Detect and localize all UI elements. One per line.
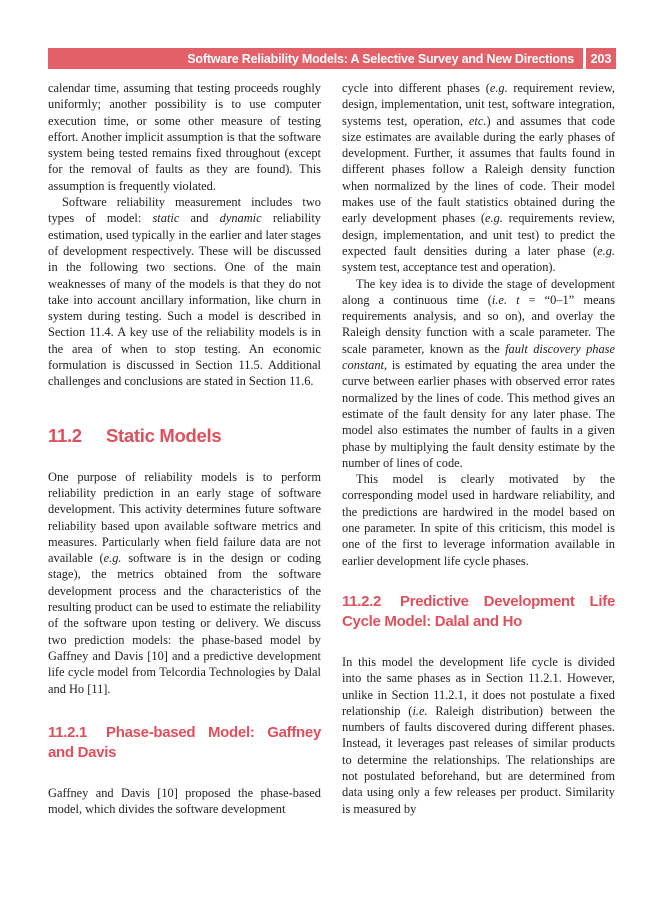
running-header — [48, 48, 616, 69]
paragraph: cycle into different phases (e.g. requirement review, design, implementation, unit test, software integration, systems test, operation, etc.) and assumes that code size estimates are available during the early phases of development. Further, it assumes that faults found in different phases follow a Raleigh density function when normalized by the lines of code. Their model makes use of the fault statistics obtained during the early development phases (e.g. requirements review, design, implementation, and unit test) to predict the expected fault densities during a later phase (e.g. system test, acceptance test and operation). — [342, 81, 615, 275]
paragraph: One purpose of reliability models is to perform reliability prediction in an early stage of software development. This activity determines future software reliability based upon available software metrics and measures. Particularly when field failure data are not available (e.g. software is in the design or coding stage), the metrics obtained from the software development process and the characteristics of the resulting product can be used to estimate the reliability of the software upon testing or delivery. We discuss two prediction models: the phase-based model by Gaffney and Davis [10] and a predictive development life cycle model from Telcordia Technologies by Dalal and Ho [11]. — [48, 469, 321, 696]
page-number: 203 — [586, 48, 616, 69]
paragraph: Gaffney and Davis [10] proposed the phase-based model, which divides the software development — [48, 785, 321, 817]
paragraph: The key idea is to divide the stage of development along a continuous time (i.e. t = “0–1” means requirements analysis, and so on), and overlay the Raleigh density function with a scale parameter. The scale parameter, known as the fault discovery phase constant, is estimated by equating the area under the curve between earlier phases with observed error rates normalized by the lines of code. This method gives an estimate of the fault density for any later phase. The model also estimates the number of faults in a given phase by multiplying the fault density estimate by the number of lines of code. — [342, 276, 615, 470]
section-heading-11-2-1: 11.2.1 Phase-based Model: Gaffney and Davis — [48, 723, 321, 761]
section-heading-11-2-2: 11.2.2 Predictive Development Life Cycle Model: Dalal and Ho — [342, 592, 615, 630]
paragraph: Software reliability measurement includes two types of model: static and dynamic reliability estimation, used typically in the earlier and later stages of development respectively. These will be discussed in the following two sections. One of the main weaknesses of many of the models is that they do not take into account ancillary information, like churn in system during testing. Such a model is described in Section 11.4. A key use of the reliability models is in the area of when to stop testing. An economic formulation is discussed in Section 11.5. Additional challenges and conclusions are stated in Section 11.6. — [48, 195, 321, 389]
paragraph: This model is clearly motivated by the corresponding model used in hardware reliability, and the predictions are hardwired in the model based on one parameter. In spite of this criticism, this model is one of the first to leverage information available in earlier development life cycle phases. — [342, 472, 615, 568]
paragraph: In this model the development life cycle is divided into the same phases as in Section 11.2.1. However, unlike in Section 11.2.1, it does not postulate a fixed relationship (i.e. Raleigh distribution) between the numbers of faults discovered during different phases. Instead, it leverages past releases of similar products to determine the relationships. The relationships are not postulated beforehand, but are determined from data using only a few releases per product. Similarity is measured by — [342, 654, 615, 816]
paragraph: calendar time, assuming that testing proceeds roughly uniformly; another possibility is to use computer execution time, or some other measure of testing effort. Another implicit assumption is that the software system being tested remains fixed throughout (except for the removal of faults as they are found). This assumption is frequently violated. — [48, 81, 321, 193]
right-column — [342, 80, 615, 817]
running-title: Software Reliability Models: A Selective Survey and New Directions — [48, 48, 583, 69]
section-heading-11-2: 11.2 Static Models — [48, 424, 222, 446]
left-column — [48, 80, 321, 817]
